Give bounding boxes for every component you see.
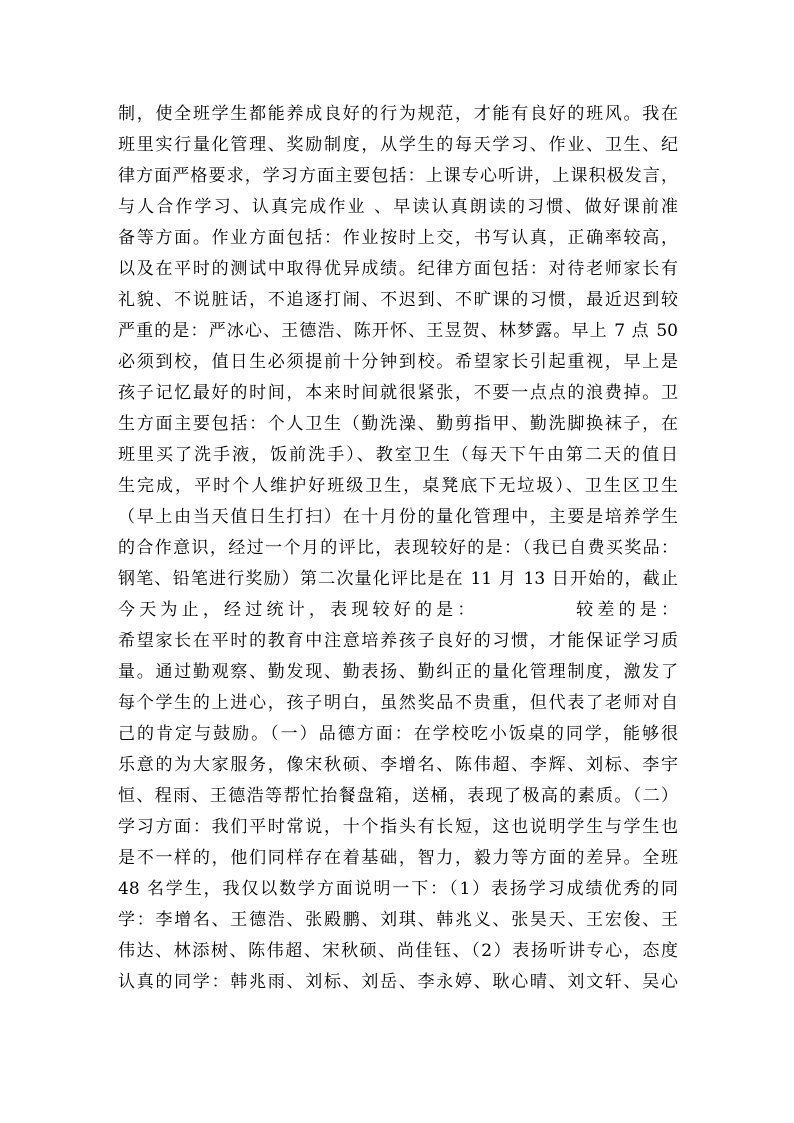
text-line: 乐意的为大家服务，像宋秋硕、李增名、陈伟超、李辉、刘标、李宇 [118, 755, 678, 775]
text-line: 班里实行量化管理、奖励制度，从学生的每天学习、作业、卫生、纪 [118, 135, 678, 155]
text-line: 量。通过勤观察、勤发现、勤表扬、勤纠正的量化管理制度，激发了 [118, 662, 678, 682]
text-line: 每个学生的上进心，孩子明白，虽然奖品不贵重，但代表了老师对自 [118, 693, 678, 713]
text-line: 孩子记忆最好的时间，本来时间就很紧张，不要一点点的浪费掉。卫 [118, 383, 678, 403]
text-line: 是不一样的，他们同样存在着基础，智力，毅力等方面的差异。全班 [118, 848, 678, 868]
text-line: 律方面严格要求，学习方面主要包括：上课专心听讲，上课积极发言， [118, 166, 678, 186]
text-line: 的合作意识，经过一个月的评比，表现较好的是：（我已自费买奖品： [118, 538, 678, 558]
text-line: 学：李增名、王德浩、张殿鹏、刘琪、韩兆义、张昊天、王宏俊、王 [118, 910, 678, 930]
text-line: 与人合作学习、认真完成作业 、早读认真朗读的习惯、做好课前准 [118, 197, 678, 217]
text-line: 备等方面。作业方面包括：作业按时上交，书写认真，正确率较高， [118, 228, 678, 248]
text-line: 制，使全班学生都能养成良好的行为规范，才能有良好的班风。我在 [118, 104, 678, 124]
text-line: 严重的是：严冰心、王德浩、陈开怀、王昱贺、林梦露。早上 7 点 50 [118, 321, 678, 341]
text-line: 48 名学生，我仅以数学方面说明一下：（1）表扬学习成绩优秀的同 [118, 879, 678, 899]
text-line: 认真的同学：韩兆雨、刘标、刘岳、李永婷、耿心晴、刘文轩、吴心 [118, 972, 678, 992]
text-line: 恒、程雨、王德浩等帮忙抬餐盘箱，送桶，表现了极高的素质。（二） [118, 786, 678, 806]
text-line: 学习方面：我们平时常说，十个指头有长短，这也说明学生与学生也 [118, 817, 678, 837]
text-line: 以及在平时的测试中取得优异成绩。纪律方面包括：对待老师家长有 [118, 259, 678, 279]
text-line: 礼貌、不说脏话，不追逐打闹、不迟到、不旷课的习惯，最近迟到较 [118, 290, 678, 310]
text-line: 生完成，平时个人维护好班级卫生，桌凳底下无垃圾）、卫生区卫生 [118, 476, 678, 496]
text-line: 己的肯定与鼓励。（一）品德方面：在学校吃小饭桌的同学，能够很 [118, 724, 678, 744]
text-line: 伟达、林添树、陈伟超、宋秋硕、尚佳钰、（2）表扬听讲专心，态度 [118, 941, 678, 961]
text-line: 生方面主要包括：个人卫生（勤洗澡、勤剪指甲、勤洗脚换袜子，在 [118, 414, 678, 434]
text-line: 今天为止，经过统计，表现较好的是： 较差的是： [118, 600, 678, 620]
document-body [118, 99, 678, 998]
text-line: 希望家长在平时的教育中注意培养孩子良好的习惯，才能保证学习质 [118, 631, 678, 651]
text-line: 必须到校，值日生必须提前十分钟到校。希望家长引起重视，早上是 [118, 352, 678, 372]
text-line: 钢笔、铅笔进行奖励）第二次量化评比是在 11 月 13 日开始的，截止 [118, 569, 678, 589]
text-line: 班里买了洗手液，饭前洗手）、教室卫生（每天下午由第二天的值日 [118, 445, 678, 465]
text-line: （早上由当天值日生打扫）在十月份的量化管理中，主要是培养学生 [118, 507, 678, 527]
